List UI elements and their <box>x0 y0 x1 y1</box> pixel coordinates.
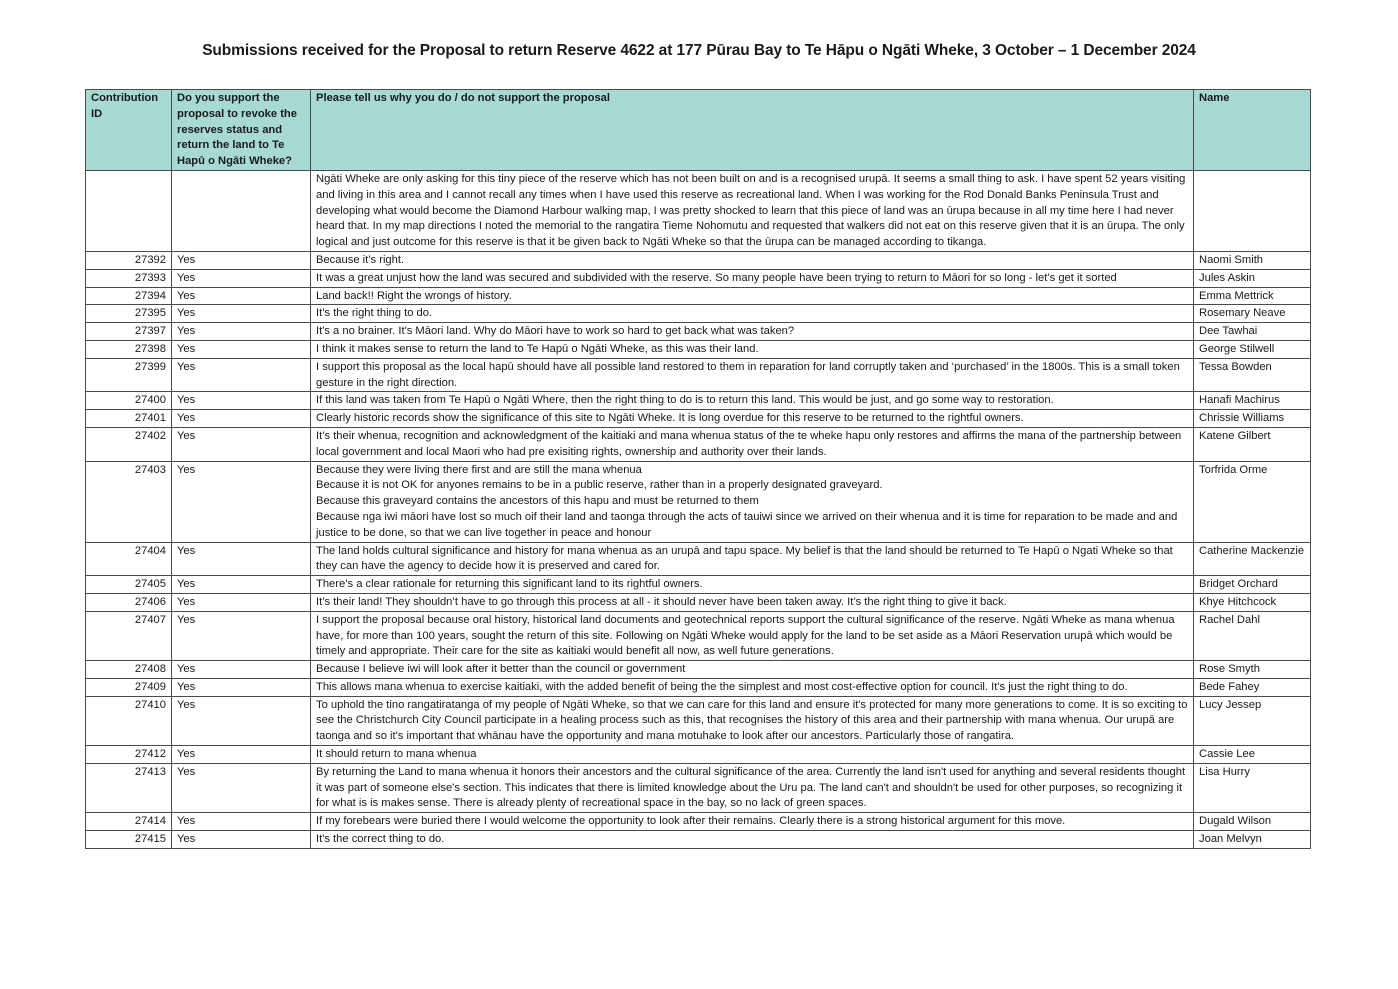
name-cell: Rachel Dahl <box>1194 611 1311 660</box>
table-row <box>86 461 1311 542</box>
support-cell: Yes <box>172 542 311 576</box>
contribution-id-cell: 27392 <box>86 251 172 269</box>
header-contribution-id: Contribution ID <box>86 90 172 171</box>
table-row <box>86 678 1311 696</box>
reason-cell: This allows mana whenua to exercise kaitiaki, with the added benefit of being the the simplest and most cost-effective option for council. It's just the right thing to do. <box>311 678 1194 696</box>
support-cell: Yes <box>172 696 311 745</box>
contribution-id-cell: 27407 <box>86 611 172 660</box>
support-cell <box>172 170 311 251</box>
contribution-id-cell: 27399 <box>86 358 172 392</box>
table-row <box>86 392 1311 410</box>
support-cell: Yes <box>172 461 311 542</box>
header-reason: Please tell us why you do / do not support the proposal <box>311 90 1194 171</box>
reason-cell: There’s a clear rationale for returning this significant land to its rightful owners. <box>311 576 1194 594</box>
support-cell: Yes <box>172 251 311 269</box>
table-row <box>86 323 1311 341</box>
table-row <box>86 340 1311 358</box>
contribution-id-cell <box>86 170 172 251</box>
contribution-id-cell: 27393 <box>86 269 172 287</box>
support-cell: Yes <box>172 831 311 849</box>
reason-cell: To uphold the tino rangatiratanga of my people of Ngāti Wheke, so that we can care for this land and ensure it's protected for many more generations to come. It is so exciting to see the Christchurch City Council participate in a healing process such as this, that recognises the history of this area and their partnership with mana whenua. Our urupā are taonga and so it's important that whānau have the opportunity and mana motuhake to look after our ancestors. Particularly those of rangatira. <box>311 696 1194 745</box>
name-cell: Torfrida Orme <box>1194 461 1311 542</box>
contribution-id-cell: 27415 <box>86 831 172 849</box>
name-cell: Lucy Jessep <box>1194 696 1311 745</box>
reason-cell: I support this proposal as the local hapū should have all possible land restored to them in reparation for land corruptly taken and ‘purchased’ in the 1800s. This is a small token gesture in the right direction. <box>311 358 1194 392</box>
support-cell: Yes <box>172 323 311 341</box>
name-cell: Catherine Mackenzie <box>1194 542 1311 576</box>
contribution-id-cell: 27402 <box>86 427 172 461</box>
contribution-id-cell: 27405 <box>86 576 172 594</box>
table-row <box>86 269 1311 287</box>
name-cell: Chrissie Williams <box>1194 410 1311 428</box>
reason-cell: Ngāti Wheke are only asking for this tiny piece of the reserve which has not been built on and is a recognised urupā. It seems a small thing to ask. I have spent 52 years visiting and living in this area and I cannot recall any times when I have used this reserve as recreational land. When I was working for the Rod Donald Banks Peninsula Trust and developing what would become the Diamond Harbour walking map, I was pretty shocked to learn that this piece of land was an ūrupa because in all my time here I had never heard that. In my map directions I noted the memorial to the rangatira Tieme Nohomutu and requested that walkers did not eat on this reserve given that it is an ūrupa. The only logical and just outcome for this reserve is that it be given back to Ngāti Wheke so that the ūrupa can be managed according to tikanga. <box>311 170 1194 251</box>
table-row <box>86 287 1311 305</box>
reason-cell: It’s the right thing to do. <box>311 305 1194 323</box>
reason-cell: It's a no brainer. It's Māori land. Why do Māori have to work so hard to get back what was taken? <box>311 323 1194 341</box>
reason-cell: If my forebears were buried there I would welcome the opportunity to look after their remains. Clearly there is a strong historical argument for this move. <box>311 813 1194 831</box>
name-cell: Emma Mettrick <box>1194 287 1311 305</box>
contribution-id-cell: 27395 <box>86 305 172 323</box>
contribution-id-cell: 27409 <box>86 678 172 696</box>
support-cell: Yes <box>172 763 311 812</box>
contribution-id-cell: 27408 <box>86 661 172 679</box>
page-title: Submissions received for the Proposal to return Reserve 4622 at 177 Pūrau Bay to Te Hāpu o Ngāti Wheke, 3 October – 1 December 2024 <box>202 42 1196 59</box>
name-cell: Rose Smyth <box>1194 661 1311 679</box>
name-cell: Dee Tawhai <box>1194 323 1311 341</box>
table-row <box>86 763 1311 812</box>
name-cell: Lisa Hurry <box>1194 763 1311 812</box>
contribution-id-cell: 27400 <box>86 392 172 410</box>
support-cell: Yes <box>172 287 311 305</box>
table-row <box>86 427 1311 461</box>
reason-cell: I support the proposal because oral history, historical land documents and geotechnical reports support the cultural significance of the reserve. Ngāti Wheke as mana whenua have, for more than 100 years, sought the return of this site. Following on Ngāti Wheke would apply for the land to be set aside as a Māori Reservation urupā which would be timely and appropriate. Their care for the site as kaitiaki would benefit all now, as well future generations. <box>311 611 1194 660</box>
reason-cell: The land holds cultural significance and history for mana whenua as an urupā and tapu space. My belief is that the land should be returned to Te Hapū o Ngati Wheke so that they can have the agency to decide how it is preserved and cared for. <box>311 542 1194 576</box>
reason-cell: It’s their whenua, recognition and acknowledgment of the kaitiaki and mana whenua status of the te wheke hapu only restores and affirms the mana of the partnership between local government and local Maori who had pre exisiting rights, ownership and authority over their lands. <box>311 427 1194 461</box>
name-cell: Bridget Orchard <box>1194 576 1311 594</box>
name-cell <box>1194 170 1311 251</box>
name-cell: Joan Melvyn <box>1194 831 1311 849</box>
support-cell: Yes <box>172 392 311 410</box>
table-row <box>86 251 1311 269</box>
table-row <box>86 746 1311 764</box>
reason-cell: It's the correct thing to do. <box>311 831 1194 849</box>
table-row <box>86 576 1311 594</box>
support-cell: Yes <box>172 611 311 660</box>
header-name: Name <box>1194 90 1311 171</box>
contribution-id-cell: 27394 <box>86 287 172 305</box>
name-cell: Hanafi Machirus <box>1194 392 1311 410</box>
contribution-id-cell: 27397 <box>86 323 172 341</box>
reason-cell: It was a great unjust how the land was secured and subdivided with the reserve. So many people have been trying to return to Māori for so long - let’s get it sorted <box>311 269 1194 287</box>
table-row <box>86 593 1311 611</box>
name-cell: Dugald Wilson <box>1194 813 1311 831</box>
submissions-table <box>85 89 1311 849</box>
contribution-id-cell: 27410 <box>86 696 172 745</box>
contribution-id-cell: 27401 <box>86 410 172 428</box>
name-cell: Naomi Smith <box>1194 251 1311 269</box>
reason-cell: It should return to mana whenua <box>311 746 1194 764</box>
table-row <box>86 696 1311 745</box>
reason-cell: It’s their land! They shouldn’t have to go through this process at all - it should never have been taken away. It’s the right thing to give it back. <box>311 593 1194 611</box>
support-cell: Yes <box>172 358 311 392</box>
reason-cell: Because they were living there first and are still the mana whenua Because it is not OK for anyones remains to be in a public reserve, rather than in a properly designated graveyard. Because this graveyard contains the ancestors of this hapu and must be returned to them Because nga iwi māori have lost so much oif their land and taonga through the acts of tauiwi since we arrived on their whenua and it is time for reparation to be made and and justice to be done, so that we can live together in peace and honour <box>311 461 1194 542</box>
table-header-row <box>86 90 1311 171</box>
reason-cell: I think it makes sense to return the land to Te Hapū o Ngāti Wheke, as this was their land. <box>311 340 1194 358</box>
name-cell: Jules Askin <box>1194 269 1311 287</box>
table-row <box>86 831 1311 849</box>
table-row <box>86 813 1311 831</box>
contribution-id-cell: 27414 <box>86 813 172 831</box>
reason-cell: Clearly historic records show the significance of this site to Ngāti Wheke. It is long overdue for this reserve to be returned to the rightful owners. <box>311 410 1194 428</box>
table-row <box>86 170 1311 251</box>
header-support-question: Do you support the proposal to revoke the reserves status and return the land to Te Hapū o Ngāti Wheke? <box>172 90 311 171</box>
contribution-id-cell: 27398 <box>86 340 172 358</box>
contribution-id-cell: 27413 <box>86 763 172 812</box>
name-cell: Khye Hitchcock <box>1194 593 1311 611</box>
table-row <box>86 410 1311 428</box>
support-cell: Yes <box>172 661 311 679</box>
table-row <box>86 661 1311 679</box>
name-cell: Cassie Lee <box>1194 746 1311 764</box>
contribution-id-cell: 27404 <box>86 542 172 576</box>
reason-cell: Because it’s right. <box>311 251 1194 269</box>
support-cell: Yes <box>172 427 311 461</box>
support-cell: Yes <box>172 813 311 831</box>
contribution-id-cell: 27406 <box>86 593 172 611</box>
contribution-id-cell: 27403 <box>86 461 172 542</box>
support-cell: Yes <box>172 593 311 611</box>
reason-cell: By returning the Land to mana whenua it honors their ancestors and the cultural significance of the area. Currently the land isn't used for anything and several residents thought it was part of someone else's section. This indicates that there is limited knowledge about the Uru pa. The land can't and shouldn't be used for other purposes, so recognizing it for what is is makes sense. There is already plenty of recreational space in the bay, so no lack of green spaces. <box>311 763 1194 812</box>
table-row <box>86 358 1311 392</box>
name-cell: Katene Gilbert <box>1194 427 1311 461</box>
contribution-id-cell: 27412 <box>86 746 172 764</box>
support-cell: Yes <box>172 746 311 764</box>
support-cell: Yes <box>172 678 311 696</box>
name-cell: Tessa Bowden <box>1194 358 1311 392</box>
support-cell: Yes <box>172 340 311 358</box>
support-cell: Yes <box>172 576 311 594</box>
table-row <box>86 542 1311 576</box>
table-row <box>86 611 1311 660</box>
table-row <box>86 305 1311 323</box>
name-cell: George Stilwell <box>1194 340 1311 358</box>
name-cell: Bede Fahey <box>1194 678 1311 696</box>
support-cell: Yes <box>172 305 311 323</box>
reason-cell: Because I believe iwi will look after it better than the council or government <box>311 661 1194 679</box>
name-cell: Rosemary Neave <box>1194 305 1311 323</box>
reason-cell: If this land was taken from Te Hapū o Ngāti Where, then the right thing to do is to return this land. This would be just, and go some way to restoration. <box>311 392 1194 410</box>
support-cell: Yes <box>172 410 311 428</box>
reason-cell: Land back!! Right the wrongs of history. <box>311 287 1194 305</box>
support-cell: Yes <box>172 269 311 287</box>
